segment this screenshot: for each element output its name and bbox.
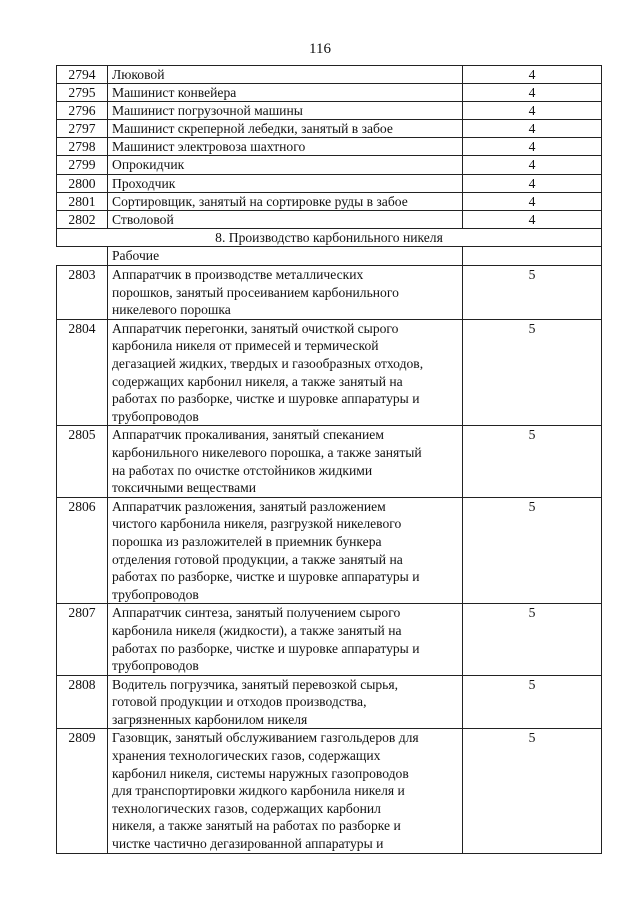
row-name: Машинист конвейера: [108, 84, 463, 102]
row-name-line: трубопроводов: [112, 586, 199, 602]
row-name-line: никеля, а также занятый на работах по разборке и: [112, 818, 401, 834]
table-row: [57, 319, 602, 426]
row-name-line: трубопроводов: [112, 408, 199, 424]
row-code: 2808: [57, 675, 108, 729]
row-name-line: Водитель погрузчика, занятый перевозкой сырья,: [112, 676, 399, 692]
row-name: [108, 675, 463, 729]
row-name-line: для транспортировки жидкого карбонила никеля и: [112, 783, 405, 799]
row-name: Машинист скреперной лебедки, занятый в забое: [108, 120, 463, 138]
row-name-line: Аппаратчик синтеза, занятый получением сырого: [112, 605, 401, 621]
row-name: [108, 497, 463, 604]
subheading-value-cell: [463, 247, 602, 266]
row-value: 5: [463, 675, 602, 729]
table-row: [57, 426, 602, 497]
row-name-line: Аппаратчик разложения, занятый разложением: [112, 498, 386, 514]
row-value: 4: [463, 138, 602, 156]
section-subheading: Рабочие: [108, 247, 463, 266]
subheading-code-cell: [57, 247, 108, 266]
row-name-line: порошка из разложителей в приемник бункера: [112, 533, 382, 549]
table-row: [57, 604, 602, 675]
row-value: 5: [463, 266, 602, 320]
table-row: [57, 138, 602, 156]
row-code: 2805: [57, 426, 108, 497]
row-name: Люковой: [108, 66, 463, 84]
table-row: [57, 675, 602, 729]
row-code: 2802: [57, 210, 108, 228]
row-name-line: загрязненных карбонилом никеля: [112, 711, 308, 727]
row-name-line: Газовщик, занятый обслуживанием газгольдеров для: [112, 730, 419, 746]
row-value: 5: [463, 497, 602, 604]
row-name-line: трубопроводов: [112, 658, 199, 674]
row-value: 4: [463, 120, 602, 138]
row-name-line: порошков, занятый просеиванием карбонильного: [112, 284, 399, 300]
row-code: 2797: [57, 120, 108, 138]
table-row: [57, 66, 602, 84]
row-code: 2799: [57, 156, 108, 174]
row-name-line: карбонила никеля от примесей и термической: [112, 338, 379, 354]
row-value: 5: [463, 729, 602, 853]
table-row: [57, 102, 602, 120]
row-name-line: карбонильного никелевого порошка, а также занятый: [112, 444, 422, 460]
row-code: 2804: [57, 319, 108, 426]
row-code: 2795: [57, 84, 108, 102]
row-name-line: Аппаратчик перегонки, занятый очисткой сырого: [112, 320, 399, 336]
row-name-line: содержащих карбонил никеля, а также занятый на: [112, 373, 403, 389]
row-name: Проходчик: [108, 174, 463, 192]
row-name-line: готовой продукции и отходов производства,: [112, 694, 367, 710]
row-name-line: дегазацией жидких, твердых и газообразных отходов,: [112, 356, 424, 371]
table-row: [57, 210, 602, 228]
row-code: 2801: [57, 192, 108, 210]
subheading-row: [57, 247, 602, 266]
row-name: Сортировщик, занятый на сортировке руды в забое: [108, 192, 463, 210]
section-title: 8. Производство карбонильного никеля: [57, 228, 602, 247]
row-name: Опрокидчик: [108, 156, 463, 174]
row-name-line: Аппаратчик в производстве металлических: [112, 267, 364, 283]
row-value: 5: [463, 319, 602, 426]
row-value: 4: [463, 192, 602, 210]
row-name-line: никелевого порошка: [112, 302, 231, 318]
row-name-line: токсичными веществами: [112, 480, 256, 496]
table-row: [57, 174, 602, 192]
row-name-line: карбонила никеля (жидкости), а также занятый на: [112, 622, 402, 638]
row-name: Стволовой: [108, 210, 463, 228]
row-value: 5: [463, 426, 602, 497]
row-name-line: на работах по очистке отстойников жидкими: [112, 462, 373, 478]
row-value: 4: [463, 210, 602, 228]
row-value: 5: [463, 604, 602, 675]
row-name-line: работах по разборке, чистке и шуровке аппаратуры и: [112, 569, 420, 585]
row-name: [108, 729, 463, 853]
row-name-line: технологических газов, содержащих карбонил: [112, 800, 381, 816]
row-code: 2794: [57, 66, 108, 84]
row-code: 2809: [57, 729, 108, 853]
row-name-line: чистого карбонила никеля, разгрузкой никелевого: [112, 516, 402, 532]
section-heading-row: [57, 228, 602, 247]
row-value: 4: [463, 66, 602, 84]
table-row: [57, 266, 602, 320]
row-code: 2803: [57, 266, 108, 320]
row-name: Машинист электровоза шахтного: [108, 138, 463, 156]
row-code: 2807: [57, 604, 108, 675]
row-name: [108, 319, 463, 426]
row-value: 4: [463, 174, 602, 192]
row-name-line: Аппаратчик прокаливания, занятый спеканием: [112, 427, 384, 443]
row-name-line: чистке частично дегазированной аппаратуры и: [112, 836, 384, 852]
row-code: 2800: [57, 174, 108, 192]
row-code: 2796: [57, 102, 108, 120]
page-number: 116: [309, 41, 331, 57]
table-row: [57, 192, 602, 210]
row-name-line: работах по разборке, чистке и шуровке аппаратуры и: [112, 640, 420, 656]
table-row: [57, 120, 602, 138]
row-name-line: работах по разборке, чистке и шуровке аппаратуры и: [112, 391, 420, 407]
row-value: 4: [463, 84, 602, 102]
row-name-line: отделения готовой продукции, а также занятый на: [112, 551, 403, 567]
table-row: [57, 729, 602, 853]
table-row: [57, 156, 602, 174]
row-name-line: карбонил никеля, системы наружных газопроводов: [112, 765, 409, 781]
professions-table: [56, 65, 602, 854]
table-row: [57, 497, 602, 604]
table-row: [57, 84, 602, 102]
row-code: 2798: [57, 138, 108, 156]
row-name-line: хранения технологических газов, содержащих: [112, 748, 381, 764]
row-value: 4: [463, 102, 602, 120]
row-value: 4: [463, 156, 602, 174]
row-name: Машинист погрузочной машины: [108, 102, 463, 120]
table-body: [57, 66, 602, 854]
row-code: 2806: [57, 497, 108, 604]
row-name: [108, 604, 463, 675]
row-name: [108, 426, 463, 497]
row-name: [108, 266, 463, 320]
